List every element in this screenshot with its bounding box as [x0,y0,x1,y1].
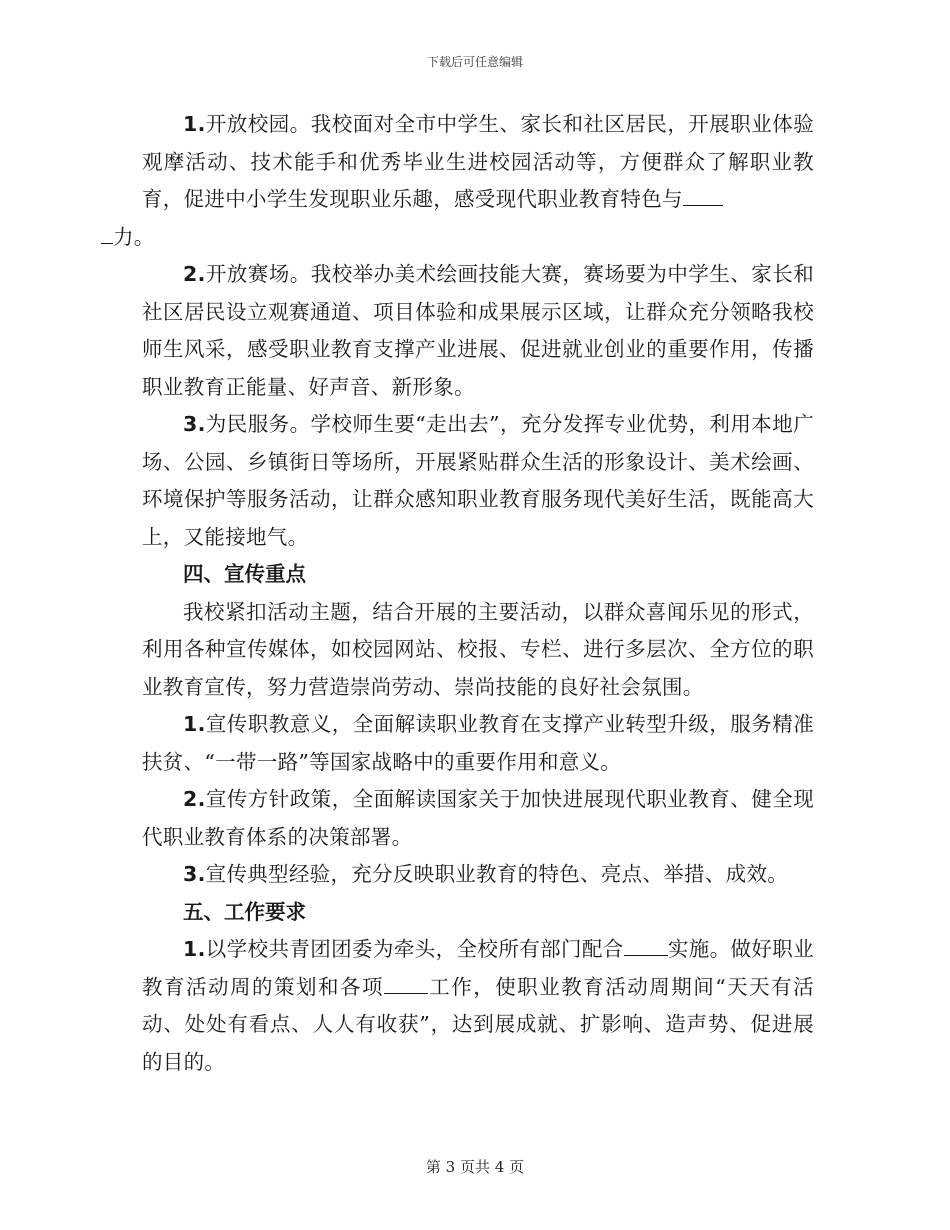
list-item [142,856,814,894]
paragraph-open-arena [142,256,814,406]
item-number: 2. [183,262,206,286]
paragraph-open-campus [113,106,814,256]
page-footer: 第 3 页共 4 页 [425,1158,525,1176]
paragraph-publicity-intro: 我校紧扣活动主题，结合开展的主要活动，以群众喜闻乐见的形式，利用各种宣传媒体，如校园网站、校报、专栏、进行多层次、全方位的职业教育宣传，努力营造崇尚劳动、崇尚技能的良好社会氛围。 [142,599,814,699]
paragraph-text: 宣传方针政策，全面解读国家关于加快进展现代职业教育、健全现代职业教育体系的决策部署。 [142,787,814,849]
section-heading-publicity-focus: 四、宣传重点 [183,562,306,586]
page-header: 下载后可任意编辑 [426,55,523,69]
section-heading-work-requirements: 五、工作要求 [183,899,306,924]
item-number: 1. [183,937,206,961]
paragraph-text: 以学校共青团团委为牵头，全校所有部门配合 [205,937,624,961]
item-number: 3. [183,862,206,886]
paragraph-work-requirement-1 [142,931,814,1081]
paragraph-text: 宣传职教意义，全面解读职业教育在支撑产业转型升级，服务精准扶贫、“一带一路”等国家战略中的重要作用和意义。 [142,712,814,774]
list-item [142,706,814,781]
item-number: 3. [183,412,206,436]
fill-blank [384,975,428,994]
fill-blank [101,225,113,244]
paragraph-text: 工作，使职业教育活动周期间“天天有活动、处处有看点、人人有收获”，达到展成就、扩影响、造声势、促进展的目的。 [142,974,814,1074]
list-item [142,781,814,856]
item-number: 1. [183,712,206,736]
item-number: 2. [183,787,206,811]
paragraph-text: 开放赛场。我校举办美术绘画技能大赛，赛场要为中学生、家长和社区居民设立观赛通道、项目体验和成果展示区域，让群众充分领略我校师生风采，感受职业教育支撑产业进展、促进就业创业的重要作用，传播职业教育正能量、好声音、新形象。 [142,262,814,399]
paragraph-text: 为民服务。学校师生要“走出去”，充分发挥专业优势，利用本地广场、公园、乡镇街日等场所，开展紧贴群众生活的形象设计、美术绘画、环境保护等服务活动，让群众感知职业教育服务现代美好生活，既能高大上，又能接地气。 [142,412,814,549]
fill-blank [624,937,668,956]
document-body [113,106,815,1081]
fill-blank [683,187,723,206]
paragraph-text: 开放校园。我校面对全市中学生、家长和社区居民，开展职业体验观摩活动、技术能手和优秀毕业生进校园活动等，方便群众了解职业教育，促进中小学生发现职业乐趣，感受现代职业教育特色与 [142,112,814,211]
paragraph-text: 实施。做好职业教育活动周的策划和各项 [142,937,815,999]
paragraph-text: 宣传典型经验，充分反映职业教育的特色、亮点、举措、成效。 [205,862,789,886]
paragraph-text-tail: 力。 [113,224,155,249]
item-number: 1. [183,112,206,136]
paragraph-serve-people [142,406,814,556]
